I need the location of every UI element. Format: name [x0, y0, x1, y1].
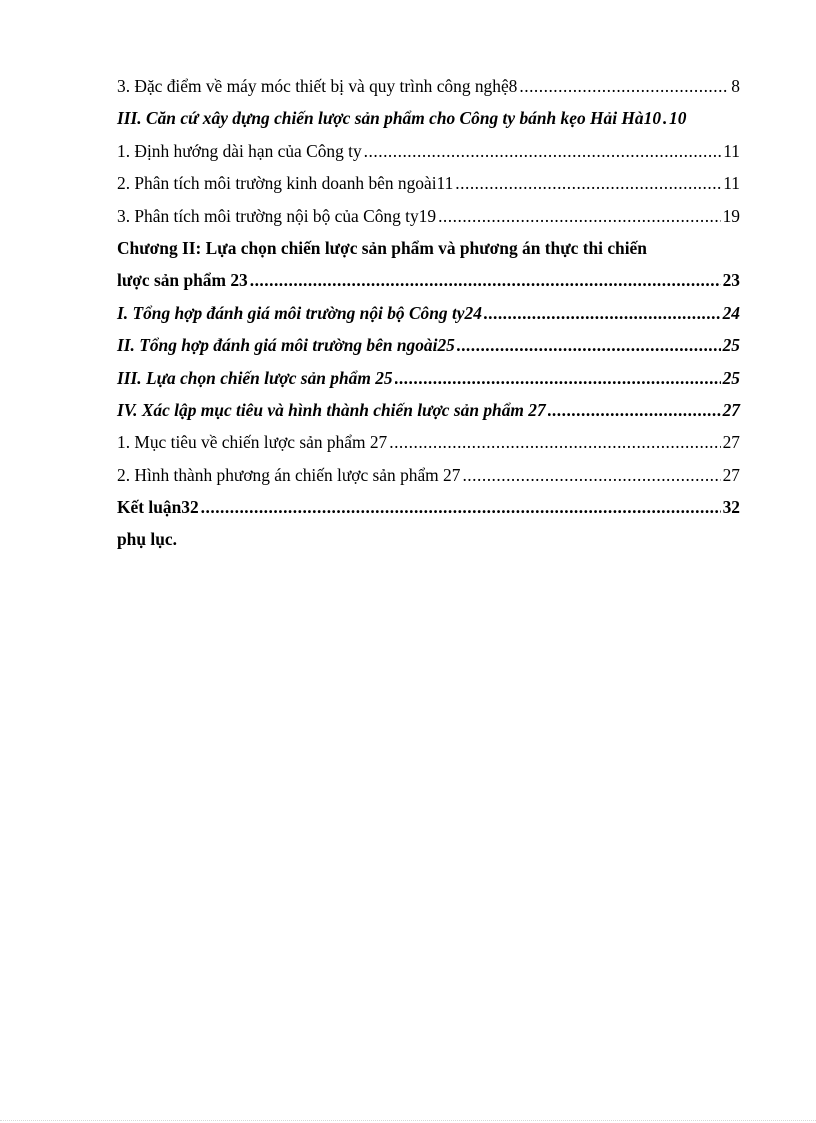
toc-entry-page: 32: [722, 497, 740, 518]
toc-entry-title: 1. Mục tiêu về chiến lược sản phẩm 27: [117, 432, 388, 453]
toc-dot-leader: [462, 459, 720, 491]
toc-entry[interactable]: [117, 297, 740, 329]
toc-dot-leader: [389, 426, 720, 458]
toc-entry-title-line[interactable]: Chương II: Lựa chọn chiến lược sản phẩm và phương án thực thi chiến: [117, 237, 647, 258]
toc-dot-leader: [250, 264, 721, 296]
toc-entry-title: phụ lục.: [117, 529, 177, 550]
toc-dot-leader: [438, 200, 721, 232]
toc-entry-page: 24: [722, 302, 740, 323]
toc-entry-title: 2. Hình thành phương án chiến lược sản phẩm 27: [117, 464, 461, 485]
toc-entry-page: 27: [722, 464, 740, 485]
toc-entry-title: Kết luận32: [117, 497, 199, 518]
toc-entry-page: 25: [722, 367, 740, 388]
toc-entry-title: lược sản phẩm 23: [117, 270, 248, 291]
toc-entry-page: 27: [722, 399, 740, 420]
toc-dot-leader-gap: [663, 102, 667, 134]
toc-entry-page: 10: [669, 108, 687, 129]
toc-dot-leader: [201, 491, 721, 523]
toc-entry[interactable]: [117, 459, 740, 491]
toc-dot-leader: [548, 394, 721, 426]
toc-entry-title: III. Căn cứ xây dựng chiến lược sản phẩm cho Công ty bánh kẹo Hải Hà10: [117, 108, 662, 129]
toc-entry-page: 19: [722, 205, 740, 226]
table-of-contents: [117, 70, 740, 556]
toc-entry[interactable]: [117, 329, 740, 361]
toc-dot-leader: [455, 167, 721, 199]
toc-entry[interactable]: [117, 102, 740, 134]
toc-entry-page: 11: [723, 173, 740, 194]
toc-dot-leader: [484, 297, 721, 329]
page-bottom-divider: [0, 1120, 816, 1121]
toc-entry-title: 1. Định hướng dài hạn của Công ty: [117, 140, 362, 161]
toc-entry[interactable]: [117, 200, 740, 232]
toc-entry-title: 3. Đặc điểm về máy móc thiết bị và quy trình công nghệ8: [117, 76, 518, 96]
toc-entry[interactable]: [117, 491, 740, 523]
toc-entry-title: 3. Phân tích môi trường nội bộ của Công ty19: [117, 205, 437, 226]
toc-entry-page: 11: [723, 140, 740, 161]
toc-entry-title: III. Lựa chọn chiến lược sản phẩm 25: [117, 367, 393, 388]
toc-dot-leader: [364, 135, 722, 167]
toc-entry[interactable]: [117, 362, 740, 394]
toc-entry[interactable]: [117, 426, 740, 458]
toc-dot-leader: [395, 362, 721, 394]
toc-entry[interactable]: [117, 394, 740, 426]
toc-dot-leader: [457, 329, 721, 361]
toc-entry-page: 27: [722, 432, 740, 453]
toc-entry-title: IV. Xác lập mục tiêu và hình thành chiến lược sản phẩm 27: [117, 399, 546, 420]
toc-entry[interactable]: [117, 135, 740, 167]
toc-entry-page: 8: [731, 76, 740, 96]
toc-entry-title: I. Tổng hợp đánh giá môi trường nội bộ Công ty24: [117, 302, 482, 323]
toc-entry-title: II. Tổng hợp đánh giá môi trường bên ngoài25: [117, 335, 455, 356]
toc-entry[interactable]: [117, 70, 740, 102]
toc-entry[interactable]: [117, 167, 740, 199]
toc-entry[interactable]: [117, 264, 740, 296]
toc-entry-page: 25: [722, 335, 740, 356]
toc-entry-page: 23: [722, 270, 740, 291]
toc-entry-title: 2. Phân tích môi trường kinh doanh bên ngoài11: [117, 173, 454, 194]
toc-entry[interactable]: [117, 523, 740, 555]
toc-dot-leader: [519, 70, 729, 102]
